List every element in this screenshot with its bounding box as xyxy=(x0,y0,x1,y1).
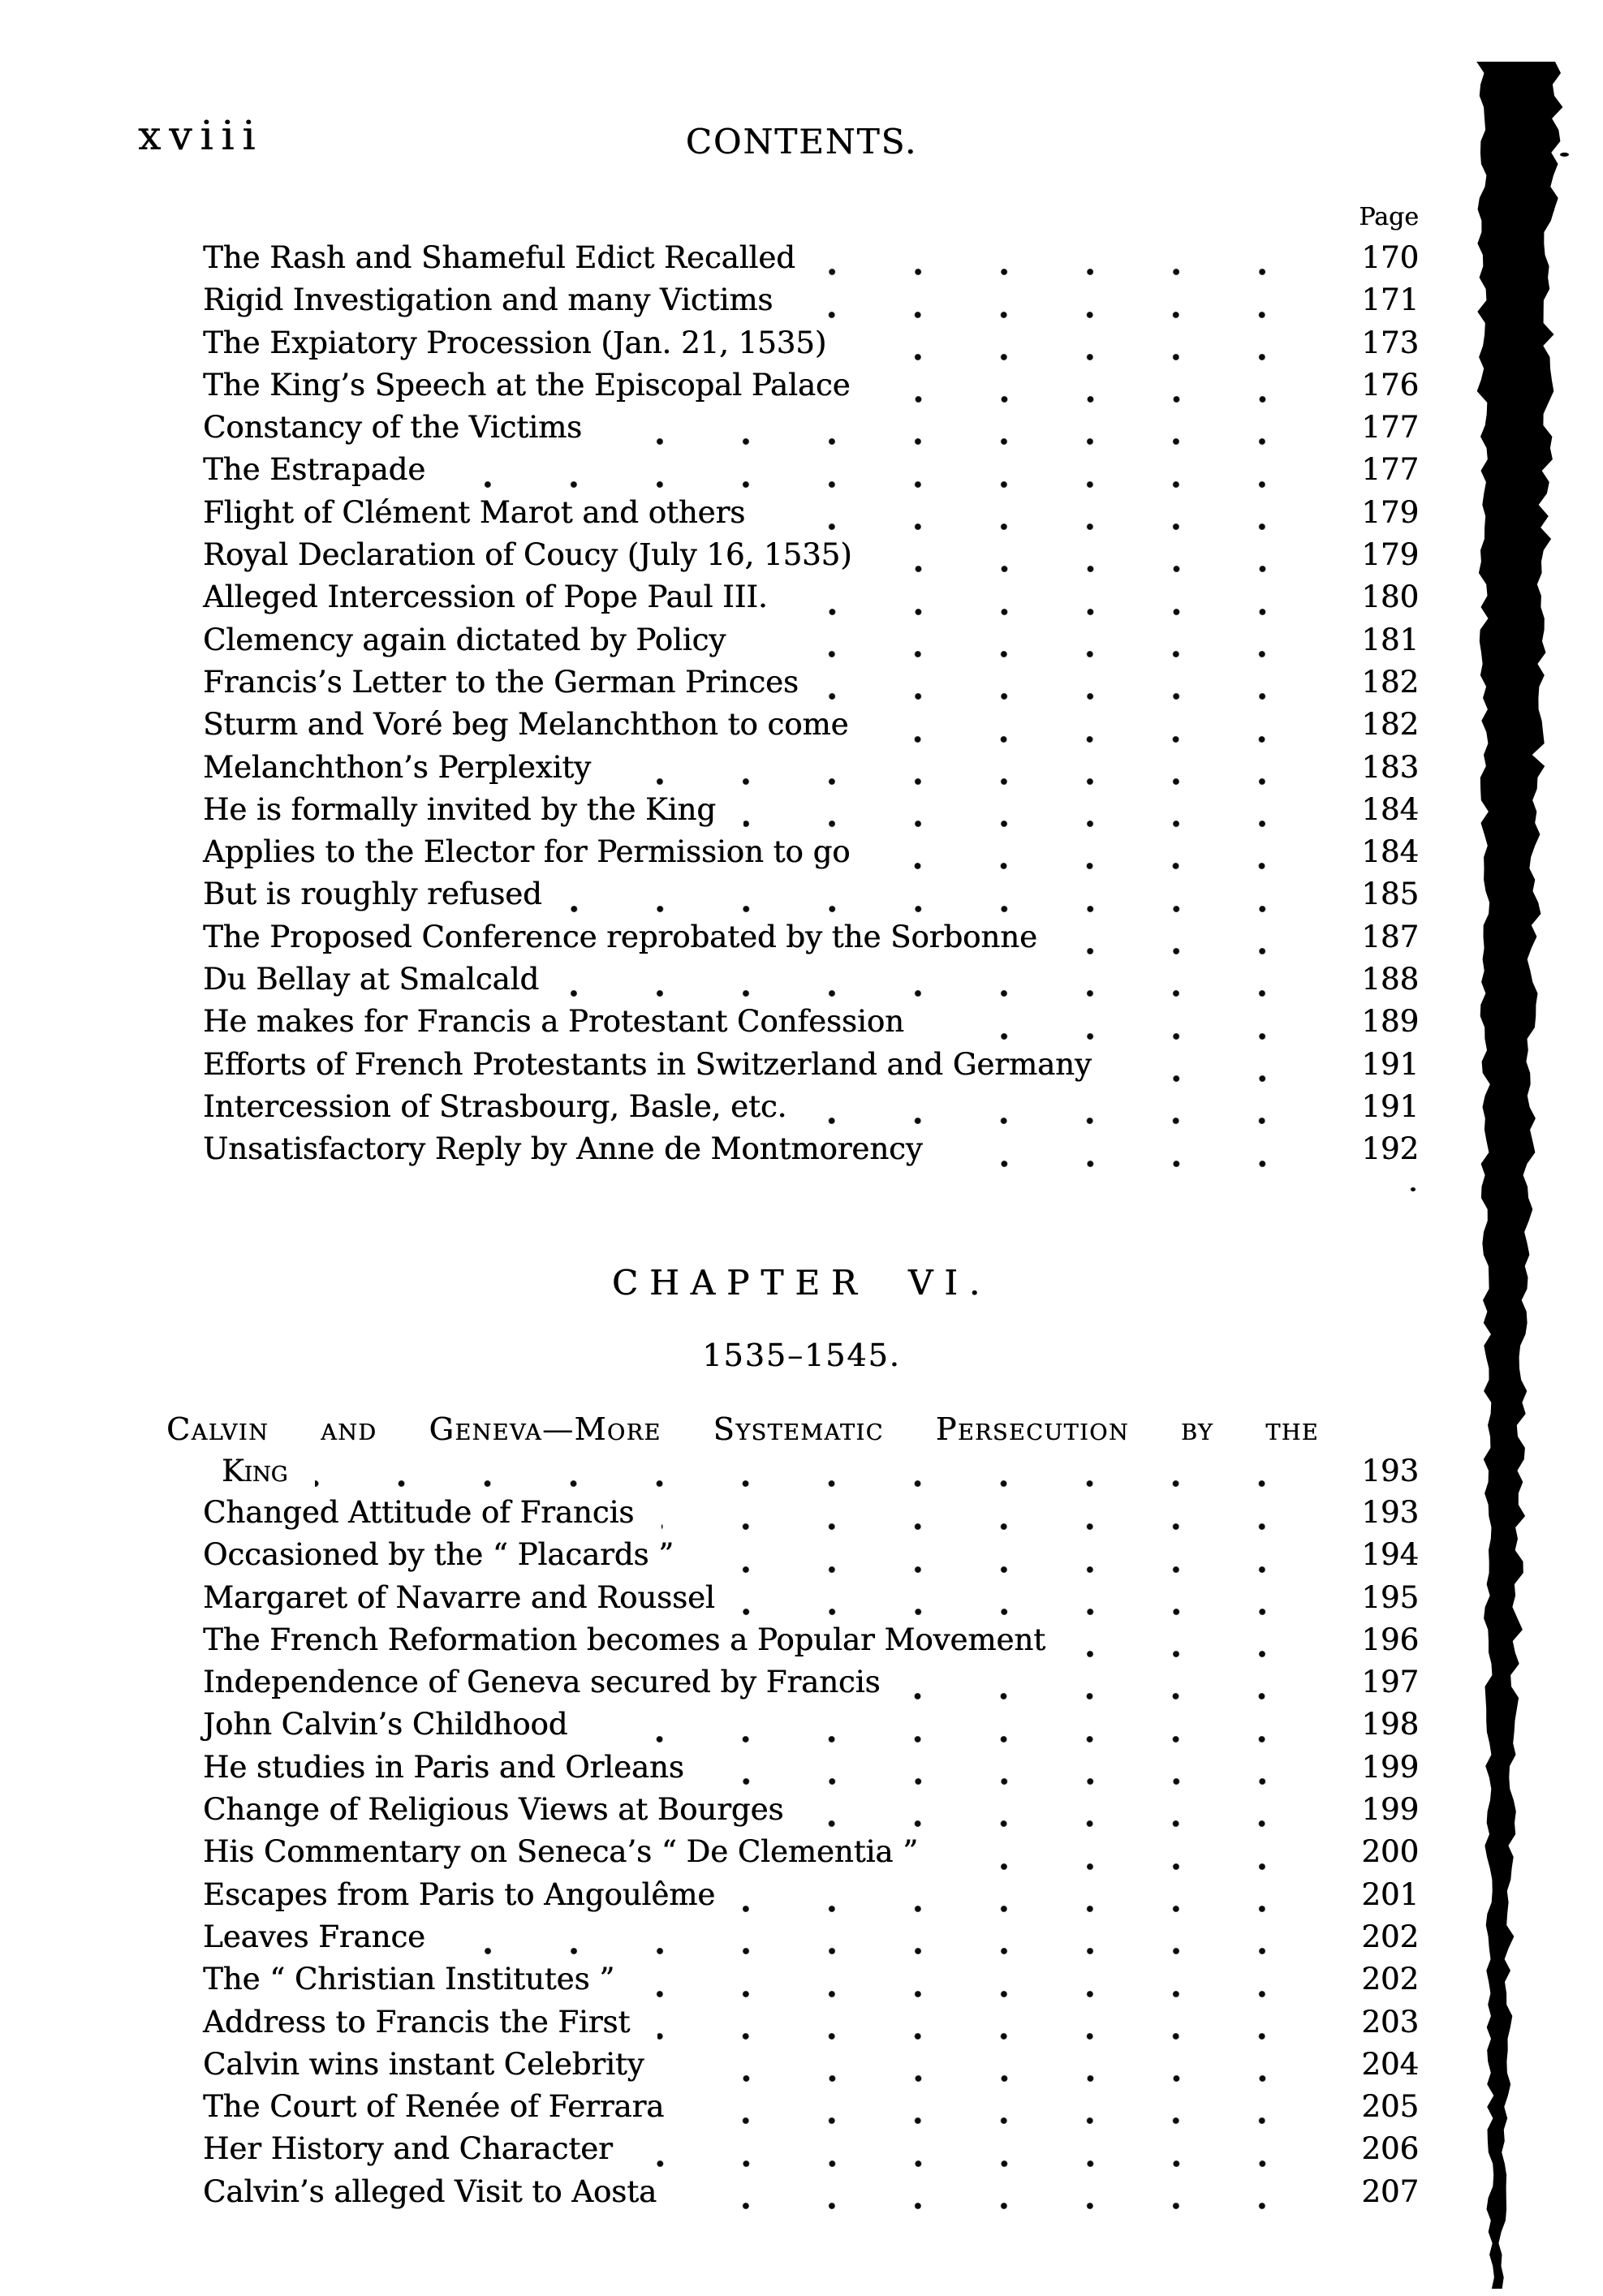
toc-entry-label: Escapes from Paris to Angoulême xyxy=(203,1876,716,1912)
leader-dots xyxy=(743,1904,1344,1914)
toc-page-number: 206 xyxy=(1361,2131,1419,2167)
leader-dots xyxy=(743,1607,1344,1617)
toc-row xyxy=(203,665,1419,707)
chapter-title-king-row xyxy=(166,1454,1419,1494)
toc-page-number: 203 xyxy=(1361,2004,1419,2040)
toc-entry-label: Unsatisfactory Reply by Anne de Montmorency xyxy=(203,1131,923,1167)
toc-entry-label: Francis’s Letter to the German Princes xyxy=(203,664,799,700)
toc-page-number: 173 xyxy=(1361,325,1419,360)
toc-entry-label: Du Bellay at Smalcald xyxy=(203,962,540,997)
toc-row xyxy=(203,792,1419,834)
toc-page-number: 192 xyxy=(1361,1131,1419,1167)
toc-entry-label: Sturm and Voré beg Melanchthon to come xyxy=(203,707,849,743)
chapter-date-range: 1535–1545. xyxy=(702,1338,901,1373)
toc-page-number: 179 xyxy=(1361,537,1419,573)
ink-speck xyxy=(1411,1187,1416,1191)
toc-row xyxy=(203,579,1419,622)
toc-entry-label: The Estrapade xyxy=(203,452,426,488)
toc-row xyxy=(203,1047,1419,1089)
toc-row xyxy=(203,1495,1419,1537)
leader-dots xyxy=(800,310,1344,320)
toc-entry-label: Margaret of Navarre and Roussel xyxy=(203,1579,715,1615)
toc-page-number: 189 xyxy=(1361,1004,1419,1040)
toc-row xyxy=(203,877,1419,919)
toc-entry-label: His Commentary on Seneca’s “ De Clementia ” xyxy=(203,1834,919,1870)
toc-page-number: 201 xyxy=(1361,1876,1419,1912)
leader-dots xyxy=(661,1522,1344,1531)
leader-dots xyxy=(773,522,1344,532)
toc-page-number: 187 xyxy=(1361,919,1419,954)
toc-row xyxy=(203,1131,1419,1174)
chapter-title-line1: Calvin and Geneva—More Systematic Persecution by the xyxy=(166,1411,1319,1447)
ink-speck xyxy=(1560,153,1569,157)
toc-page-number: 193 xyxy=(1361,1454,1419,1488)
toc-entry-label: Calvin wins instant Celebrity xyxy=(203,2046,644,2082)
toc-row xyxy=(203,410,1419,452)
toc-page-number: 204 xyxy=(1361,2046,1419,2082)
toc-page-number: 202 xyxy=(1361,1919,1419,1954)
toc-page-number: 177 xyxy=(1361,452,1419,488)
leader-dots xyxy=(595,1734,1344,1744)
leader-dots xyxy=(453,1946,1344,1956)
toc-entry-label: The Rash and Shameful Edict Recalled xyxy=(203,240,795,275)
toc-page-number: 176 xyxy=(1361,367,1419,403)
leader-dots xyxy=(453,480,1344,489)
toc-page-number: 184 xyxy=(1361,791,1419,827)
toc-entry-label: The Court of Renée of Ferrara xyxy=(203,2089,665,2125)
leader-dots xyxy=(567,989,1344,998)
toc-entry-label: Intercession of Strasbourg, Basle, etc. xyxy=(203,1088,787,1124)
toc-entry-label: He is formally invited by the King xyxy=(203,791,716,827)
toc-row xyxy=(203,1537,1419,1579)
toc-page-number: 183 xyxy=(1361,749,1419,785)
ink-speck xyxy=(1545,136,1549,139)
toc-page-number: 205 xyxy=(1361,2089,1419,2125)
toc-page-number: 182 xyxy=(1361,664,1419,700)
toc-row xyxy=(203,707,1419,749)
toc-page-number: 199 xyxy=(1361,1749,1419,1785)
toc-row xyxy=(203,1004,1419,1046)
leader-dots xyxy=(880,564,1344,574)
toc-entry-label: Flight of Clément Marot and others xyxy=(203,494,746,530)
leader-dots xyxy=(570,904,1344,914)
toc-row xyxy=(203,1834,1419,1876)
toc-entry-label: Leaves France xyxy=(203,1919,425,1954)
toc-entry-label: Clemency again dictated by Policy xyxy=(203,622,726,657)
chapter-title-line2: King xyxy=(222,1454,288,1488)
leader-dots xyxy=(315,1479,1344,1488)
toc-row xyxy=(203,325,1419,368)
toc-entry-label: Calvin’s alleged Visit to Aosta xyxy=(203,2173,657,2209)
toc-page-number: 179 xyxy=(1361,494,1419,530)
leader-dots xyxy=(743,819,1344,829)
page-column-label: Page xyxy=(1359,203,1419,231)
toc-entry-label: Independence of Geneva secured by Francis xyxy=(203,1665,881,1700)
leader-dots xyxy=(640,2159,1344,2169)
toc-entry-label: Her History and Character xyxy=(203,2131,613,2167)
toc-page-number: 191 xyxy=(1361,1088,1419,1124)
toc-entry-label: Changed Attitude of Francis xyxy=(203,1495,635,1530)
leader-dots xyxy=(854,352,1344,362)
leader-dots xyxy=(795,607,1344,617)
toc-page-number: 200 xyxy=(1361,1834,1419,1870)
toc-page-number: 197 xyxy=(1361,1665,1419,1700)
toc-entry-label: Occasioned by the “ Placards ” xyxy=(203,1537,674,1573)
leader-dots xyxy=(907,1691,1344,1701)
toc-row xyxy=(203,240,1419,282)
toc-page-number: 195 xyxy=(1361,1579,1419,1615)
leader-dots xyxy=(932,1032,1344,1041)
toc-page-number: 193 xyxy=(1361,1495,1419,1530)
toc-page-number: 202 xyxy=(1361,1962,1419,1997)
toc-row xyxy=(203,1877,1419,1919)
leader-dots xyxy=(946,1862,1344,1872)
leader-dots xyxy=(692,2116,1344,2126)
toc-entry-label: Efforts of French Protestants in Switzerland and Germany xyxy=(203,1046,1092,1082)
toc-entry-label: He studies in Paris and Orleans xyxy=(203,1749,684,1785)
toc-entry-label: Address to Francis the First xyxy=(203,2004,631,2040)
leader-dots xyxy=(672,2074,1344,2083)
leader-dots xyxy=(753,649,1344,659)
toc-row xyxy=(203,537,1419,579)
toc-row xyxy=(203,1962,1419,2004)
leader-dots xyxy=(1073,1649,1344,1659)
toc-row xyxy=(203,2131,1419,2173)
toc-row xyxy=(203,1919,1419,1962)
toc-row xyxy=(203,1792,1419,1834)
toc-page-number: 188 xyxy=(1361,962,1419,997)
toc-entry-label: Rigid Investigation and many Victims xyxy=(203,282,773,318)
toc-entry-label: But is roughly refused xyxy=(203,877,542,912)
toc-page-number: 196 xyxy=(1361,1622,1419,1657)
toc-row xyxy=(203,495,1419,537)
toc-entry-label: He makes for Francis a Protestant Confession xyxy=(203,1004,904,1040)
toc-row xyxy=(203,1580,1419,1622)
toc-entry-label: Applies to the Elector for Permission to go xyxy=(203,834,851,870)
leader-dots xyxy=(684,2201,1344,2211)
toc-entry-label: The Proposed Conference reprobated by the Sorbonne xyxy=(203,919,1037,954)
toc-entry-label: Alleged Intercession of Pope Paul III. xyxy=(203,579,768,615)
toc-row xyxy=(203,962,1419,1004)
leader-dots xyxy=(811,1819,1344,1829)
toc-row xyxy=(203,2047,1419,2089)
toc-entry-label: Melanchthon’s Perplexity xyxy=(203,749,592,785)
leader-dots xyxy=(1119,1074,1344,1083)
toc-page-number: 194 xyxy=(1361,1537,1419,1573)
chapter-heading: CHAPTER VI. xyxy=(611,1263,992,1303)
toc-section-2 xyxy=(203,1495,1419,2216)
toc-row xyxy=(203,1622,1419,1665)
toc-entry-label: John Calvin’s Childhood xyxy=(203,1707,568,1742)
leader-dots xyxy=(823,267,1344,277)
toc-page-number: 185 xyxy=(1361,877,1419,912)
toc-row xyxy=(203,920,1419,962)
toc-row xyxy=(203,368,1419,410)
toc-page-number: 170 xyxy=(1361,240,1419,275)
toc-row xyxy=(203,2174,1419,2216)
leader-dots xyxy=(1065,946,1344,956)
toc-page-number: 198 xyxy=(1361,1707,1419,1742)
toc-row xyxy=(203,834,1419,877)
leader-dots xyxy=(701,1565,1344,1574)
toc-page-number: 182 xyxy=(1361,707,1419,743)
toc-page-number: 199 xyxy=(1361,1792,1419,1828)
leader-dots xyxy=(826,691,1344,701)
toc-entry-label: The “ Christian Institutes ” xyxy=(203,1962,615,1997)
toc-row xyxy=(203,452,1419,494)
toc-page-number: 181 xyxy=(1361,622,1419,657)
ink-speck xyxy=(1550,208,1554,212)
toc-row xyxy=(203,2005,1419,2047)
toc-row xyxy=(203,1750,1419,1792)
toc-entry-label: The French Reformation becomes a Popular Movement xyxy=(203,1622,1045,1657)
toc-entry-label: Change of Religious Views at Bourges xyxy=(203,1792,784,1828)
toc-row xyxy=(203,1089,1419,1131)
leader-dots xyxy=(877,861,1344,871)
toc-page-number: 184 xyxy=(1361,834,1419,870)
folio-number: xviii xyxy=(138,112,264,159)
toc-row xyxy=(203,2089,1419,2131)
toc-entry-label: The Expiatory Procession (Jan. 21, 1535) xyxy=(203,325,827,360)
leader-dots xyxy=(878,394,1344,404)
toc-page-number: 207 xyxy=(1361,2173,1419,2209)
toc-row xyxy=(203,1665,1419,1707)
toc-page-number: 191 xyxy=(1361,1046,1419,1082)
toc-page-number: 171 xyxy=(1361,282,1419,318)
toc-row xyxy=(203,750,1419,792)
toc-page-number: 180 xyxy=(1361,579,1419,615)
toc-row xyxy=(203,282,1419,325)
toc-row xyxy=(203,622,1419,665)
toc-row xyxy=(203,1707,1419,1749)
leader-dots xyxy=(814,1116,1344,1126)
leader-dots xyxy=(610,437,1344,446)
toc-entry-label: Constancy of the Victims xyxy=(203,410,583,446)
toc-section-1 xyxy=(203,240,1419,1174)
running-title: CONTENTS. xyxy=(685,122,918,162)
toc-entry-label: The King’s Speech at the Episcopal Palace xyxy=(203,367,851,403)
chapter-title xyxy=(166,1410,1419,1494)
leader-dots xyxy=(642,1989,1344,1999)
leader-dots xyxy=(950,1159,1344,1169)
toc-page-number: 177 xyxy=(1361,410,1419,446)
leader-dots xyxy=(618,777,1344,786)
leader-dots xyxy=(657,2031,1344,2041)
leader-dots xyxy=(712,1777,1344,1786)
toc-entry-label: Royal Declaration of Coucy (July 16, 1535) xyxy=(203,537,852,573)
leader-dots xyxy=(876,734,1344,744)
